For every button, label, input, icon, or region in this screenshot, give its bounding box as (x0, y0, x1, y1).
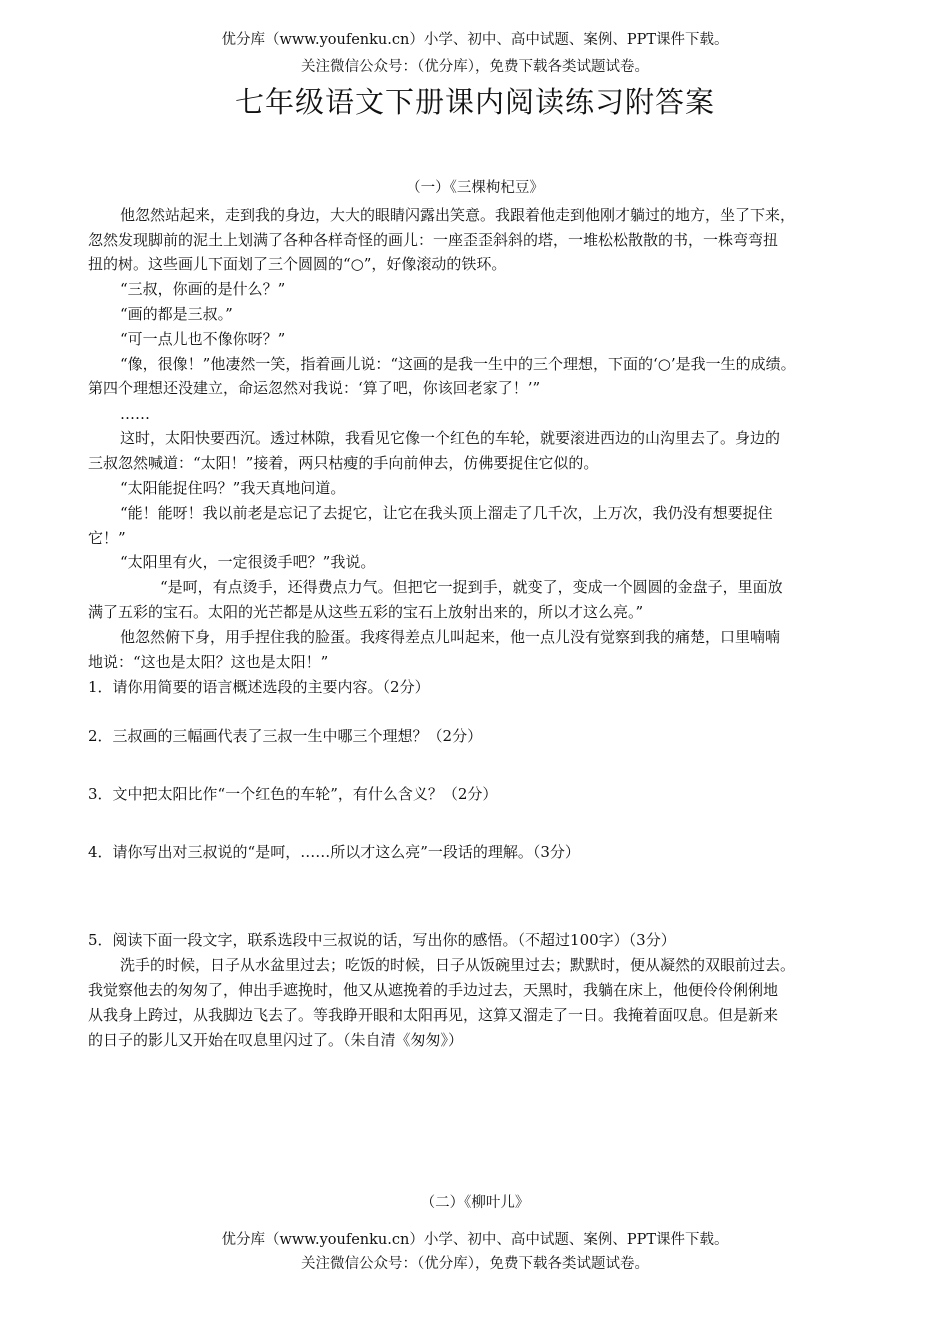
passage-line: 这时，太阳快要西沉。透过林隙，我看见它像一个红色的车轮，就要滚进西边的山沟里去了。身边的 (120, 429, 781, 447)
header-line-2: 关注微信公众号：（优分库），免费下载各类试题试卷。 (301, 59, 649, 75)
passage-line: “太阳里有火，一定很烫手吧？”我说。 (120, 553, 376, 571)
question-5: 5．阅读下面一段文字，联系选段中三叔说的话，写出你的感悟。（不超过100字）（3分） (88, 931, 676, 949)
passage-line: “可一点儿也不像你呀？” (120, 330, 286, 348)
footer-line-1: 优分库（www.youfenku.cn）小学、初中、高中试题、案例、PPT课件下载。 (221, 1232, 729, 1248)
passage-line: 忽然发现脚前的泥土上划满了各种各样奇怪的画儿：一座歪歪斜斜的塔，一堆松松散散的书，一株弯弯扭 (88, 231, 779, 249)
passage-line: 他忽然俯下身，用手捏住我的脸蛋。我疼得差点儿叫起来，他一点儿没有觉察到我的痛楚，口里喃喃 (120, 628, 781, 646)
passage-line: 它！” (88, 529, 126, 547)
extra-passage-line: 我觉察他去的匆匆了，伸出手遮挽时，他又从遮挽着的手边过去，天黑时，我躺在床上，他便伶伶俐俐地 (88, 981, 779, 999)
passage-line: “画的都是三叔。” (120, 305, 233, 323)
page-title: 七年级语文下册课内阅读练习附答案 (234, 85, 715, 119)
question-4: 4．请你写出对三叔说的“是呵，……所以才这么亮”一段话的理解。（3分） (88, 843, 580, 861)
section-2-heading: （二）《柳叶儿》 (420, 1195, 530, 1211)
passage-line: 他忽然站起来，走到我的身边，大大的眼睛闪露出笑意。我跟着他走到他刚才躺过的地方，坐了下来， (120, 206, 796, 224)
passage-line: “能！能呀！我以前老是忘记了去捉它，让它在我头顶上溜走了几千次，上万次，我仍没有想要捉住 (120, 504, 773, 522)
passage-line: “太阳能捉住吗？”我天真地问道。 (120, 479, 346, 497)
passage-line: “三叔，你画的是什么？” (120, 280, 286, 298)
footer-line-2: 关注微信公众号：（优分库），免费下载各类试题试卷。 (301, 1256, 649, 1272)
passage-line: …… (120, 405, 150, 423)
extra-passage-line: 的日子的影儿又开始在叹息里闪过了。（朱自清《匆匆》） (88, 1031, 464, 1049)
question-1: 1．请你用简要的语言概述选段的主要内容。（2分） (88, 678, 430, 696)
passage-line: 第四个理想还没建立，命运忽然对我说：‘算了吧，你该回老家了！’” (88, 379, 541, 397)
question-2: 2．三叔画的三幅画代表了三叔一生中哪三个理想？（2分） (88, 727, 483, 745)
question-3: 3．文中把太阳比作“一个红色的车轮”，有什么含义？（2分） (88, 785, 498, 803)
passage-line: 地说：“这也是太阳？这也是太阳！” (88, 653, 329, 671)
passage-line: “是呵，有点烫手，还得费点力气。但把它一捉到手，就变了，变成一个圆圆的金盘子，里面放 (160, 578, 783, 596)
extra-passage-line: 从我身上跨过，从我脚边飞去了。等我睁开眼和太阳再见，这算又溜走了一日。我掩着面叹息。但是新来 (88, 1006, 779, 1024)
passage-line: “像，很像！”他凄然一笑，指着画儿说：“这画的是我一生中的三个理想，下面的‘○’是我一生的成绩。 (120, 355, 796, 373)
passage-line: 满了五彩的宝石。太阳的光芒都是从这些五彩的宝石上放射出来的，所以才这么亮。” (88, 603, 644, 621)
passage-line: 扭的树。这些画儿下面划了三个圆圆的“○”，好像滚动的铁环。 (88, 255, 507, 273)
extra-passage-line: 洗手的时候，日子从水盆里过去；吃饭的时候，日子从饭碗里过去；默默时，便从凝然的双眼前过去。 (120, 956, 796, 974)
section-1-heading: （一）《三棵枸杞豆》 (406, 180, 544, 196)
header-line-1: 优分库（www.youfenku.cn）小学、初中、高中试题、案例、PPT课件下载。 (221, 32, 729, 48)
passage-line: 三叔忽然喊道：“太阳！”接着，两只枯瘦的手向前伸去，仿佛要捉住它似的。 (88, 454, 599, 472)
